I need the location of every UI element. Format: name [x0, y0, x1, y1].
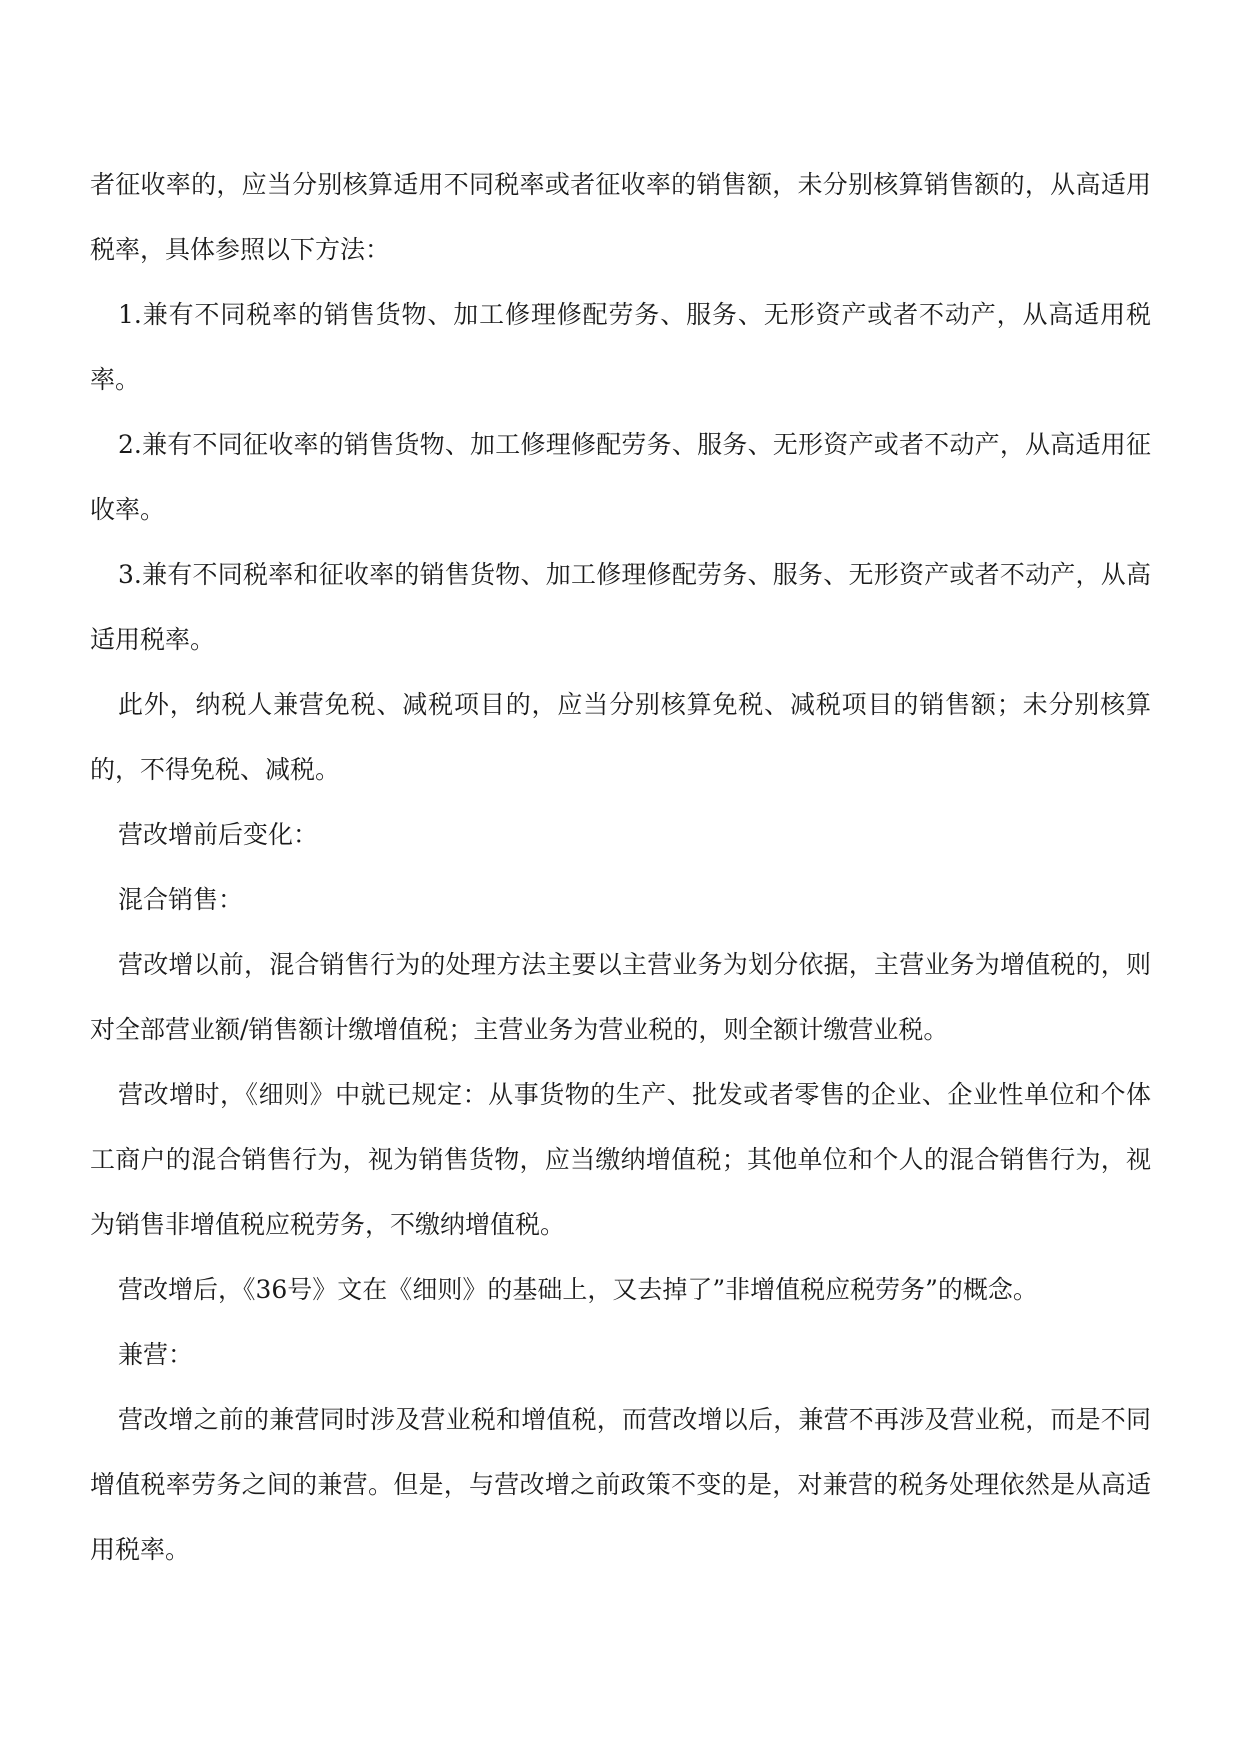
paragraph-before-reform: 营改增以前，混合销售行为的处理方法主要以主营业务为划分依据，主营业务为增值税的，则对全部营业额/销售额计缴增值税；主营业务为营业税的，则全额计缴营业税。: [90, 950, 1151, 1044]
document-body: [90, 152, 1151, 1582]
section-heading-concurrent: 兼营：: [118, 1340, 194, 1369]
paragraph-continuation: 者征收率的，应当分别核算适用不同税率或者征收率的销售额，未分别核算销售额的，从高适用税率，具体参照以下方法：: [90, 170, 1151, 264]
paragraph-item-2: 2.兼有不同征收率的销售货物、加工修理修配劳务、服务、无形资产或者不动产，从高适用征收率。: [90, 430, 1151, 524]
paragraph-during-reform: 营改增时，《细则》中就已规定：从事货物的生产、批发或者零售的企业、企业性单位和个体工商户的混合销售行为，视为销售货物，应当缴纳增值税；其他单位和个人的混合销售行为，视为销售非增值税应税劳务，不缴纳增值税。: [90, 1080, 1151, 1239]
section-heading-mixed-sales: 混合销售：: [118, 885, 244, 914]
section-heading-changes: 营改增前后变化：: [118, 820, 319, 849]
paragraph-item-3: 3.兼有不同税率和征收率的销售货物、加工修理修配劳务、服务、无形资产或者不动产，从高适用税率。: [90, 560, 1151, 654]
paragraph-exemption: 此外，纳税人兼营免税、减税项目的，应当分别核算免税、减税项目的销售额；未分别核算的，不得免税、减税。: [90, 690, 1151, 784]
paragraph-after-reform: 营改增后，《36号》文在《细则》的基础上，又去掉了”非增值税应税劳务”的概念。: [118, 1275, 1038, 1304]
paragraph-item-1: 1.兼有不同税率的销售货物、加工修理修配劳务、服务、无形资产或者不动产，从高适用税率。: [90, 300, 1151, 394]
paragraph-concurrent: 营改增之前的兼营同时涉及营业税和增值税，而营改增以后，兼营不再涉及营业税，而是不同增值税率劳务之间的兼营。但是，与营改增之前政策不变的是，对兼营的税务处理依然是从高适用税率。: [90, 1405, 1151, 1564]
